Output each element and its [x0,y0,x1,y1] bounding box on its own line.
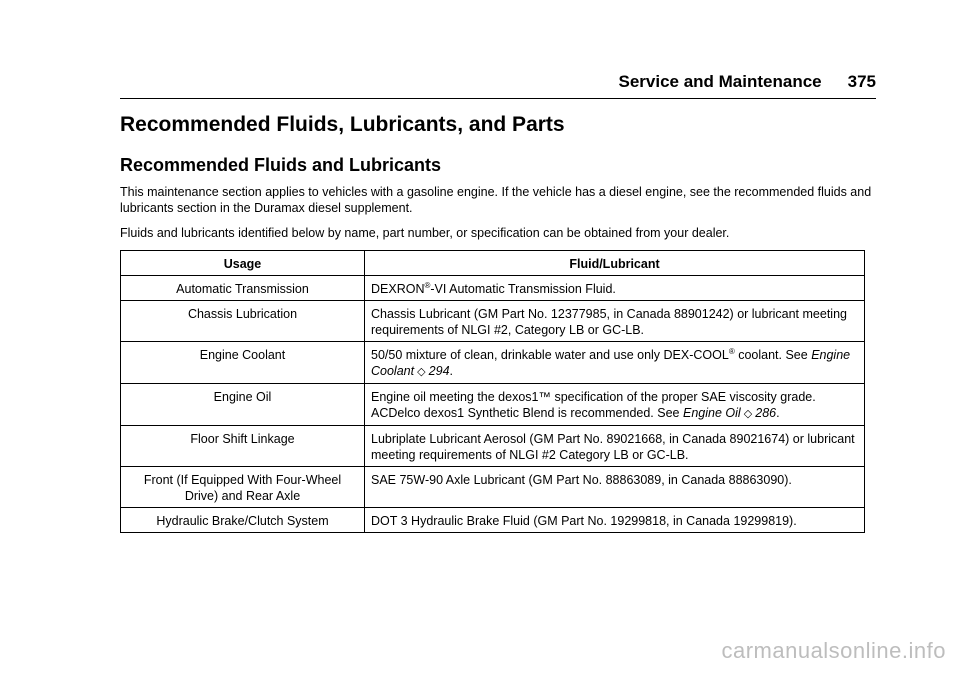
cross-reference-link[interactable]: Engine Oil [682,406,741,420]
running-header [120,72,876,92]
fluid-text: Engine oil meeting the dexos1™ specification of the proper SAE viscosity grade. ACDelco dexos1 Synthetic Blend is recommended. See [371,390,816,420]
section-title: Service and Maintenance [618,72,822,91]
page-reference-icon: ◇ [740,408,756,420]
usage-cell: Automatic Transmission [121,276,365,301]
table-row [121,276,865,301]
header-rule [120,98,876,99]
table-row [121,426,865,467]
fluid-text: DEXRON [371,282,425,296]
table-row [121,467,865,508]
intro-paragraph-2: Fluids and lubricants identified below by name, part number, or specification can be obtained from your dealer. [120,226,730,240]
fluid-cell: Lubriplate Lubricant Aerosol (GM Part No. 89021668, in Canada 89021674) or lubricant meeting requirements of NLGI #2 Category LB or GC-LB. [365,426,865,467]
page-title: Recommended Fluids, Lubricants, and Parts [120,113,565,136]
cross-reference-link[interactable]: Engine Coolant [371,348,851,378]
fluid-text: -VI Automatic Transmission Fluid. [430,282,616,296]
fluid-cell: SAE 75W-90 Axle Lubricant (GM Part No. 88863089, in Canada 88863090). [365,467,865,508]
table-row [121,384,865,426]
sentence-period: . [449,364,454,378]
table-row [121,301,865,342]
sentence-period: . [776,406,780,420]
fluid-text: 50/50 mixture of clean, drinkable water and use only DEX-COOL [371,348,729,362]
registered-mark: ® [728,346,735,356]
column-header-fluid: Fluid/Lubricant [365,251,865,276]
fluid-cell [365,276,865,301]
registered-mark: ® [424,280,431,290]
usage-cell: Chassis Lubrication [121,301,365,342]
table-row [121,342,865,384]
fluid-text: coolant. See [734,348,812,362]
reference-page-number[interactable]: 286 [755,406,777,420]
column-header-usage: Usage [121,251,365,276]
usage-cell: Hydraulic Brake/Clutch System [121,508,365,533]
usage-cell: Front (If Equipped With Four-Wheel Drive) and Rear Axle [121,467,365,508]
page-content [120,112,876,533]
fluids-table [120,250,865,533]
page-reference-icon: ◇ [414,366,429,378]
page-number: 375 [847,72,876,91]
fluid-cell: Chassis Lubricant (GM Part No. 12377985, in Canada 88901242) or lubricant meeting requirements of NLGI #2, Category LB or GC-LB. [365,301,865,342]
intro-paragraph-1: This maintenance section applies to vehicles with a gasoline engine. If the vehicle has a diesel engine, see the recommended fluids and lubricants section in the Duramax diesel supplement. [120,185,872,215]
fluid-cell [365,342,865,384]
table-header-row [121,251,865,276]
usage-cell: Engine Coolant [121,342,365,384]
watermark: carmanualsonline.info [721,638,946,663]
usage-cell: Floor Shift Linkage [121,426,365,467]
fluid-cell: DOT 3 Hydraulic Brake Fluid (GM Part No. 19299818, in Canada 19299819). [365,508,865,533]
section-subtitle: Recommended Fluids and Lubricants [120,155,442,175]
fluid-cell [365,384,865,426]
table-row [121,508,865,533]
reference-page-number[interactable]: 294 [428,364,450,378]
usage-cell: Engine Oil [121,384,365,426]
